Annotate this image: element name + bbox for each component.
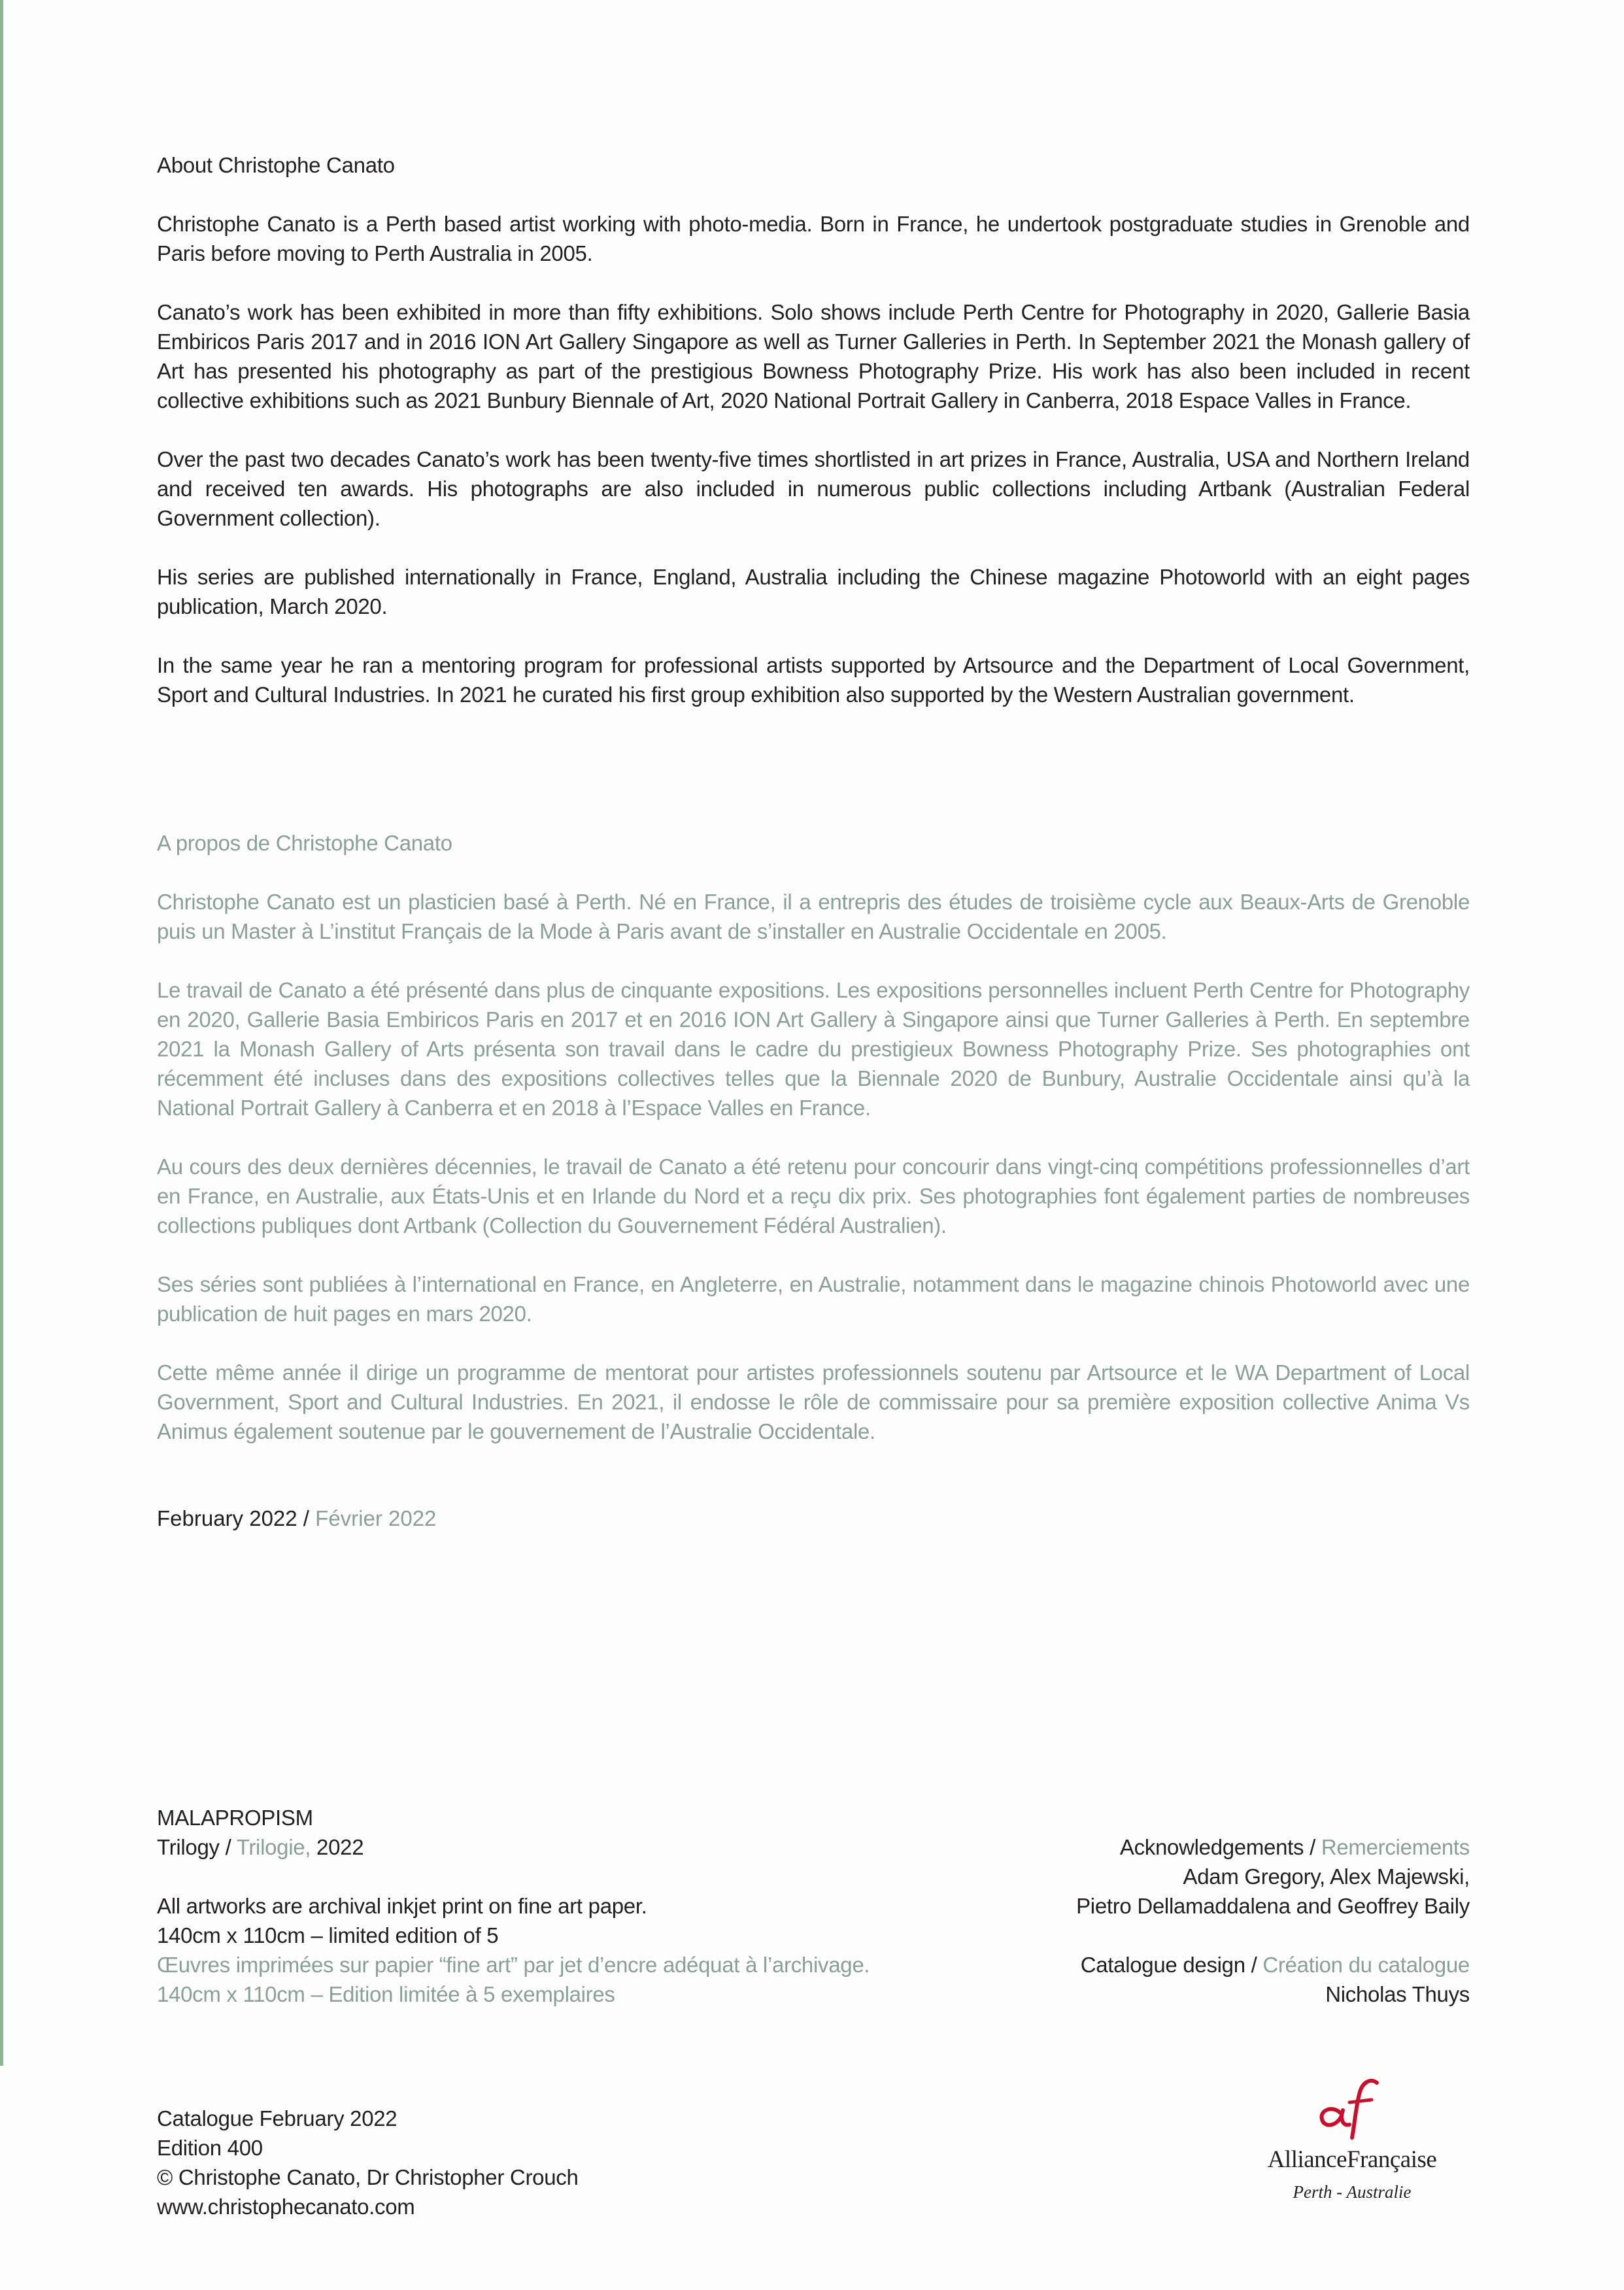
catalogue-date: Catalogue February 2022: [157, 2106, 398, 2130]
design-french: Création du catalogue: [1262, 1953, 1470, 1977]
size-french: 140cm x 110cm – Edition limitée à 5 exemplaires: [157, 1982, 615, 2006]
french-paragraph-3: Au cours des deux dernières décennies, le travail de Canato a été retenu pour concourir dans vingt-cinq compétitions professionnelles d’art en France, en Australie, aux États-Unis et en Irlande du Nord et a reçu dix prix. Ses photographies font également parties de nombreuses collections publiques dont Artbank (Collection du Gouvernement Fédéral Australien).: [157, 1154, 1470, 1238]
acknowledgements-heading: [816, 1832, 1470, 1862]
trilogy-year: 2022: [311, 1835, 364, 1859]
copyright-notice: © Christophe Canato, Dr Christopher Crouch: [157, 2165, 579, 2189]
page-edge-line: [0, 0, 3, 2066]
english-heading: About Christophe Canato: [157, 153, 395, 177]
english-paragraph-5: In the same year he ran a mentoring program for professional artists supported by Artsource and the Department of Local Government, Sport and Cultural Industries. In 2021 he curated his first group exhibition also supported by the Western Australian government.: [157, 653, 1470, 707]
acknowledgements-english: Acknowledgements: [1119, 1835, 1304, 1859]
acknowledgements-french: Remerciements: [1321, 1835, 1470, 1859]
size-english: 140cm x 110cm – limited edition of 5: [157, 1923, 499, 1947]
series-title: MALAPROPISM: [157, 1806, 313, 1830]
medium-english: All artworks are archival inkjet print on fine art paper.: [157, 1894, 647, 1918]
medium-french: Œuvres imprimées sur papier “fine art” par jet d’encre adéquat à l’archivage.: [157, 1953, 870, 1977]
design-heading: [816, 1950, 1470, 1979]
trilogy-english: Trilogy: [157, 1835, 220, 1859]
date-separator: /: [297, 1506, 316, 1530]
logo-organisation-name: AllianceFrançaise: [1267, 2146, 1437, 2173]
english-paragraph-2: Canato’s work has been exhibited in more than fifty exhibitions. Solo shows include Perth Centre for Photography in 2020, Gallerie Basia Embiricos Paris 2017 and in 2016 ION Art Gallery Singapore as well as Turner Galleries in Perth. In September 2021 the Monash gallery of Art has presented his photography as part of the prestigious Bowness Photography Prize. His work has also been included in recent collective exhibitions such as 2021 Bunbury Biennale of Art, 2020 National Portrait Gallery in Canberra, 2018 Espace Valles in France.: [157, 300, 1470, 413]
french-heading: A propos de Christophe Canato: [157, 831, 452, 855]
af-logo-icon: [1313, 2072, 1391, 2144]
date-french: Février 2022: [315, 1506, 437, 1530]
english-paragraph-3: Over the past two decades Canato’s work has been twenty-five times shortlisted in art prizes in France, Australia, USA and Northern Ireland and received ten awards. His photographs are also included in numerous public collections including Artbank (Australian Federal Government collection).: [157, 447, 1470, 530]
imprint: [157, 2104, 579, 2221]
trilogy-separator: /: [219, 1835, 237, 1859]
date-line: [157, 1504, 436, 1533]
alliance-francaise-logo: [1234, 2072, 1470, 2204]
french-paragraph-2: Le travail de Canato a été présenté dans plus de cinquante expositions. Les expositions personnelles incluent Perth Centre for Photography en 2020, Gallerie Basia Embiricos Paris en 2017 et en 2016 ION Art Gallery à Singapore ainsi que Turner Galleries à Perth. En septembre 2021 la Monash Gallery of Arts présenta son travail dans le cadre du prestigieux Bowness Photography Prize. Ses photographies ont récemment été incluses dans des expositions collectives telles que la Biennale 2020 de Bunbury, Australie Occidentale ainsi qu’à la National Portrait Gallery à Canberra et en 2018 à l’Espace Valles en France.: [157, 978, 1470, 1120]
french-paragraph-5: Cette même année il dirige un programme de mentorat pour artistes professionnels soutenu par Artsource et le WA Department of Local Government, Sport and Cultural Industries. En 2021, il endosse le rôle de commissaire pour sa première exposition collective Anima Vs Animus également soutenue par le gouvernement de l’Australie Occidentale.: [157, 1360, 1470, 1443]
english-paragraph-4: His series are published internationally in France, England, Australia including the Chinese magazine Photoworld with an eight pages publication, March 2020.: [157, 565, 1470, 618]
edition-count: Edition 400: [157, 2136, 263, 2160]
credits: [816, 1832, 1470, 2009]
design-separator: /: [1245, 1953, 1263, 1977]
acknowledgements-names-line-2: Pietro Dellamaddalena and Geoffrey Baily: [1076, 1894, 1470, 1918]
designer-name: Nicholas Thuys: [1325, 1982, 1470, 2006]
french-paragraph-1: Christophe Canato est un plasticien basé à Perth. Né en France, il a entrepris des études de troisième cycle aux Beaux-Arts de Grenoble puis un Master à L’institut Français de la Mode à Paris avant de s’installer en Australie Occidentale en 2005.: [157, 890, 1470, 943]
acknowledgements-separator: /: [1304, 1835, 1321, 1859]
series-trilogy: [157, 1832, 870, 1862]
design-english: Catalogue design: [1080, 1953, 1245, 1977]
trilogy-french: Trilogie,: [236, 1835, 311, 1859]
colophon: [157, 1803, 870, 2009]
french-paragraph-4: Ses séries sont publiées à l’international en France, en Angleterre, en Australie, notamment dans le magazine chinois Photoworld avec une publication de huit pages en mars 2020.: [157, 1272, 1470, 1326]
english-paragraph-1: Christophe Canato is a Perth based artist working with photo-media. Born in France, he undertook postgraduate studies in Grenoble and Paris before moving to Perth Australia in 2005.: [157, 212, 1470, 265]
date-english: February 2022: [157, 1506, 297, 1530]
english-biography: [157, 150, 1470, 709]
website-link[interactable]: www.christophecanato.com: [157, 2195, 415, 2219]
acknowledgements-names-line-1: Adam Gregory, Alex Majewski,: [1183, 1864, 1470, 1889]
logo-location: Perth - Australie: [1293, 2182, 1412, 2202]
french-biography: [157, 828, 1470, 1446]
